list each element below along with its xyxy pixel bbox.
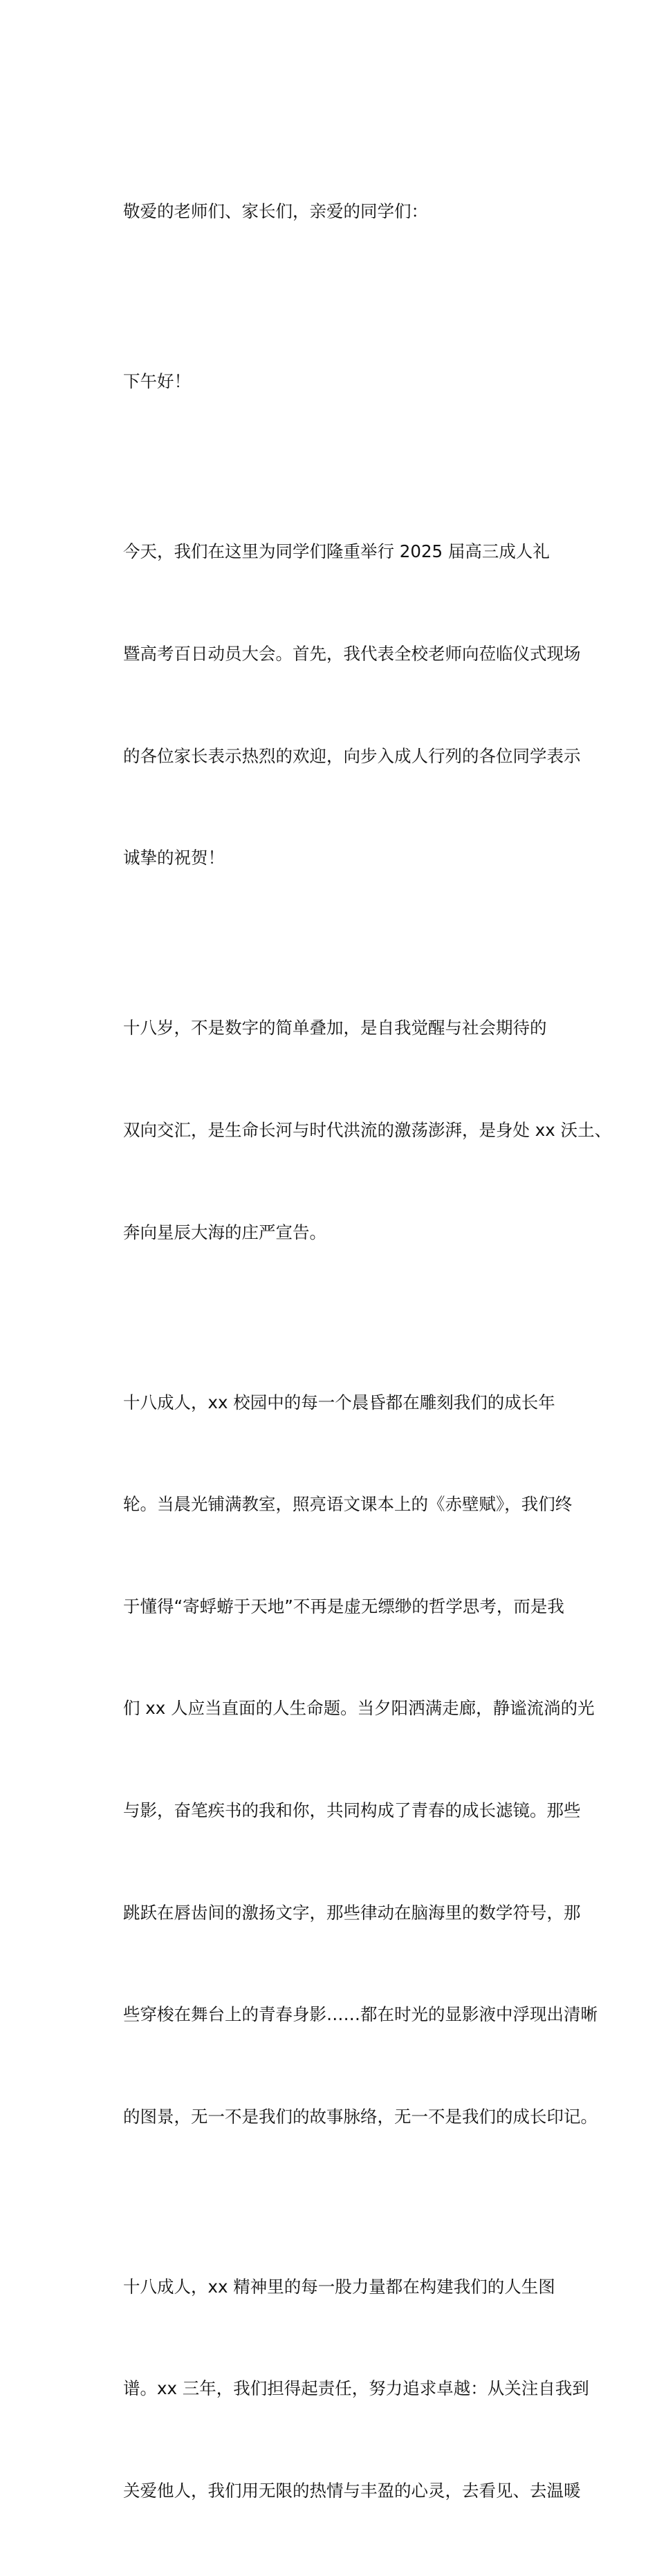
text-line: 十八成人，xx 校园中的每一个晨昏都在雕刻我们的成长年 bbox=[123, 1392, 555, 1412]
text-line: 谱。xx 三年，我们担得起责任，努力追求卓越：从关注自我到 bbox=[123, 2378, 589, 2399]
text-line: 诚挚的祝贺！ bbox=[123, 848, 225, 868]
text-line: 十八岁，不是数字的简单叠加，是自我觉醒与社会期待的 bbox=[123, 1018, 547, 1038]
opening-paragraph bbox=[88, 467, 579, 943]
salutation-paragraph bbox=[88, 127, 579, 297]
text-line: 些穿梭在舞台上的青春身影……都在时光的显影液中浮现出清晰 bbox=[123, 2004, 598, 2025]
text-line: 暨高考百日动员大会。首先，我代表全校老师向莅临仪式现场 bbox=[123, 644, 581, 664]
text-line: 十八成人，xx 精神里的每一股力量都在构建我们的人生图 bbox=[123, 2276, 555, 2297]
age-eighteen-paragraph bbox=[88, 943, 612, 1317]
text-line: 关爱他人，我们用无限的热情与丰盈的心灵，去看见、去温暖 bbox=[123, 2481, 581, 2501]
text-line: 的图景，无一不是我们的故事脉络，无一不是我们的成长印记。 bbox=[123, 2106, 598, 2127]
spirit-paragraph bbox=[88, 2201, 589, 2575]
text-line: 轮。当晨光铺满教室，照亮语文课本上的《赤壁赋》，我们终 bbox=[123, 1494, 573, 1515]
text-line: 跳跃在唇齿间的激扬文字，那些律动在脑海里的数学符号，那 bbox=[123, 1902, 581, 1923]
text-line: 与影，奋笔疾书的我和你，共同构成了青春的成长滤镜。那些 bbox=[123, 1800, 581, 1820]
greeting-paragraph bbox=[88, 297, 579, 467]
campus-paragraph bbox=[88, 1317, 598, 2201]
text-line: 双向交汇，是生命长河与时代洪流的激荡澎湃，是身处 xx 沃土、 bbox=[123, 1119, 612, 1140]
text-line: 们 xx 人应当直面的人生命题。当夕阳洒满走廊，静谧流淌的光 bbox=[123, 1698, 595, 1719]
text-line: 敬爱的老师们、家长们，亲爱的同学们： bbox=[123, 201, 428, 222]
text-line: 于懂得“寄蜉蝣于天地”不再是虚无缥缈的哲学思考，而是我 bbox=[123, 1596, 564, 1616]
text-line: 奔向星辰大海的庄严宣告。 bbox=[123, 1222, 326, 1242]
text-line: 的各位家长表示热烈的欢迎，向步入成人行列的各位同学表示 bbox=[123, 745, 581, 766]
text-line: 下午好！ bbox=[123, 371, 191, 392]
text-line: 今天，我们在这里为同学们隆重举行 2025 届高三成人礼 bbox=[123, 541, 550, 562]
speech-body bbox=[88, 127, 612, 2576]
